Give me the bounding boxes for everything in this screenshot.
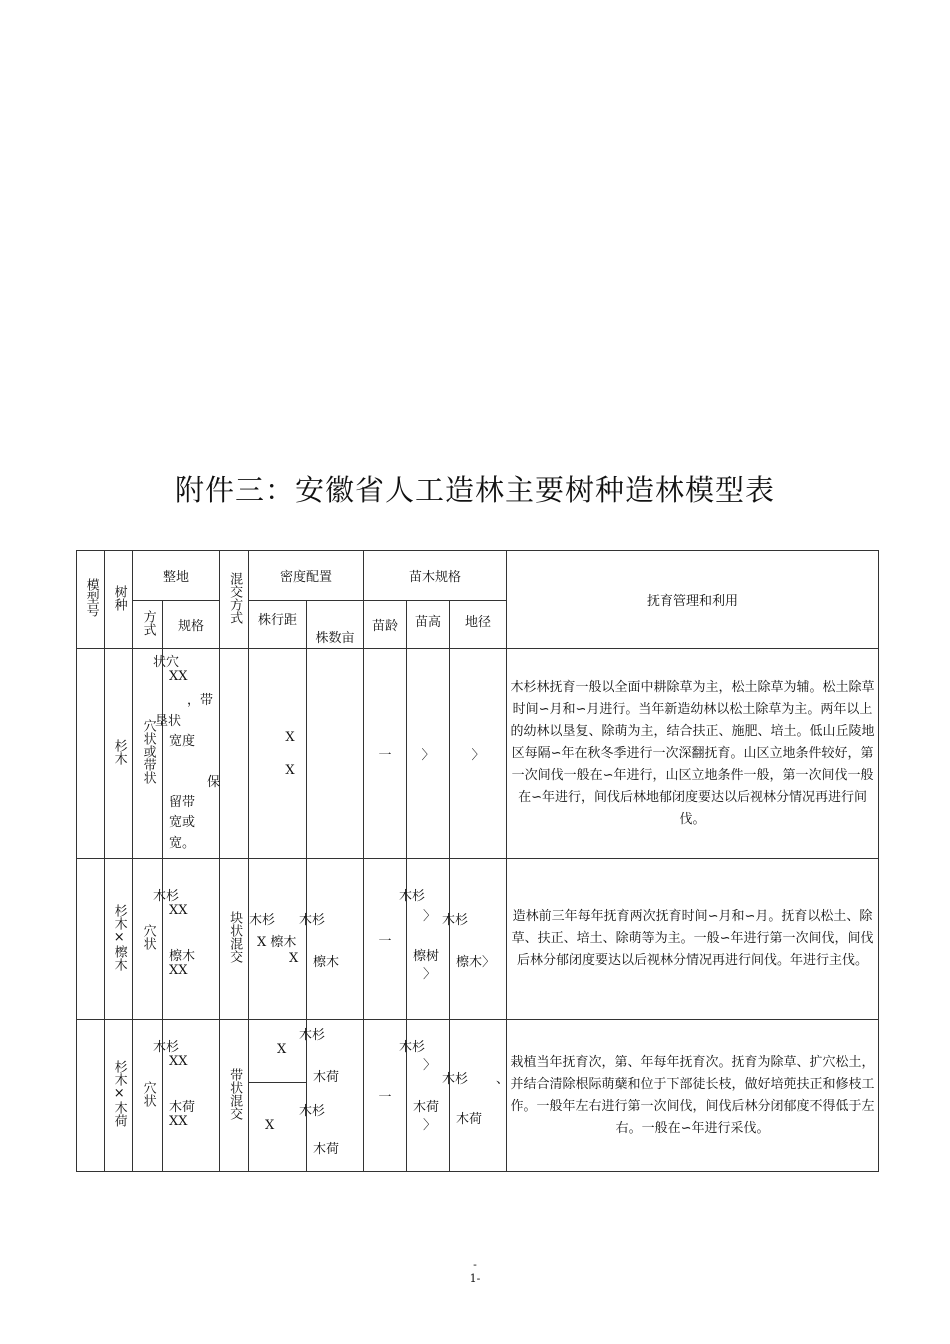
age-cell: 一	[364, 1020, 407, 1172]
header-age: 苗龄	[364, 601, 407, 649]
management-cell: 木杉林抚育一般以全面中耕除草为主，松土除草为辅。松土除草时间∽月和∽月进行。当年新造幼林以松土除草为主。两年以上的幼林以垦复、除萌为主，结合扶正、施肥、培土。低山丘陵地区每隔∽年在秋冬季进行一次深翻抚育。山区立地条件较好，第一次间伐一般在∽年进行，山区立地条件一般，第一次间伐一般在∽年进行，间伐后林地郁闭度要达以后视林分情况再进行间伐。	[507, 649, 879, 859]
header-density: 密度配置	[249, 551, 364, 601]
spec-cell: 木杉 XX 木荷 XX	[163, 1020, 220, 1172]
per-mu-cell: 木杉 檫木	[307, 859, 364, 1020]
header-diameter: 地径	[450, 601, 507, 649]
species-cell: 杉木	[105, 649, 133, 859]
model-no-cell	[77, 649, 105, 859]
management-cell: 栽植当年抚育次，第、年每年抚育次。抚育为除草、扩穴松土，并结合清除根际萌蘖和位于下部徒长枝，做好培蔸扶正和修枝工作。一般年左右进行第一次间伐，间伐后林分闭郁度不得低于左右。一般在∽年进行采伐。	[507, 1020, 879, 1172]
diameter-cell: 〉	[450, 649, 507, 859]
header-species: 树种	[105, 551, 133, 649]
page-title: 附件三：安徽省人工造林主要树种造林模型表	[174, 473, 775, 507]
species-cell: 杉木×檫木	[105, 859, 133, 1020]
header-spacing: 株行距	[249, 601, 307, 649]
per-mu-value: 木荷	[313, 1142, 340, 1157]
header-mode: 方式	[133, 601, 163, 649]
management-cell: 造林前三年每年抚育两次抚育时间∽月和∽月。抚育以松土、除草、扶正、培土、除萌等为主。一般∽年进行第一次间伐，间伐后林分郁闭度要达以后视林分情况再进行间伐。年进行主伐。	[507, 859, 879, 1020]
header-mix: 混交方式	[220, 551, 249, 649]
model-no-cell	[77, 1020, 105, 1172]
mode-cell: 穴状	[133, 1020, 163, 1172]
per-mu-value: 木杉	[299, 1028, 326, 1043]
diameter-cell: 木杉 檫木〉	[450, 859, 507, 1020]
diameter-cell: 木杉 、 木荷	[450, 1020, 507, 1172]
header-spec: 规格	[163, 601, 220, 649]
table-row	[77, 859, 879, 1020]
header-site-prep: 整地	[133, 551, 220, 601]
spacing-value: X	[277, 1042, 287, 1057]
spacing-value: X	[265, 1118, 275, 1133]
mode-cell: 穴状或带状	[133, 649, 163, 859]
header-model-no: 模型号	[77, 551, 105, 649]
per-mu-value: 木荷	[313, 1070, 340, 1085]
spec-cell: 木杉 XX 檫木 XX	[163, 859, 220, 1020]
table-row	[77, 649, 879, 859]
header-height: 苗高	[407, 601, 450, 649]
header-management: 抚育管理和利用	[507, 551, 879, 649]
mode-cell: 穴状	[133, 859, 163, 1020]
mix-cell: 块状混交	[220, 859, 249, 1020]
height-cell: 木杉 〉 檫树 〉	[407, 859, 450, 1020]
height-cell: 〉	[407, 649, 450, 859]
page-number: - 1-	[469, 1258, 481, 1285]
mix-cell	[220, 649, 249, 859]
species-cell: 杉木×木荷	[105, 1020, 133, 1172]
age-cell: 一	[364, 649, 407, 859]
header-seedling: 苗木规格	[364, 551, 507, 601]
spacing-cell: 木杉 X 檫木 X	[249, 859, 307, 1020]
height-cell: 木杉 〉 木荷 〉	[407, 1020, 450, 1172]
header-row-1	[77, 551, 879, 601]
spacing-cell: X X	[249, 649, 307, 859]
density-split-cell	[249, 1020, 364, 1172]
spec-cell: 状穴 XX ，带 垦状 宽度 保 留带 宽或 宽。	[163, 649, 220, 859]
header-per-mu: 株数亩	[307, 601, 364, 649]
per-mu-value: 木杉	[299, 1104, 326, 1119]
table-row	[77, 1020, 879, 1172]
age-cell: 一	[364, 859, 407, 1020]
mix-cell: 带状混交	[220, 1020, 249, 1172]
per-mu-cell	[307, 649, 364, 859]
model-table	[76, 550, 879, 1172]
model-no-cell	[77, 859, 105, 1020]
